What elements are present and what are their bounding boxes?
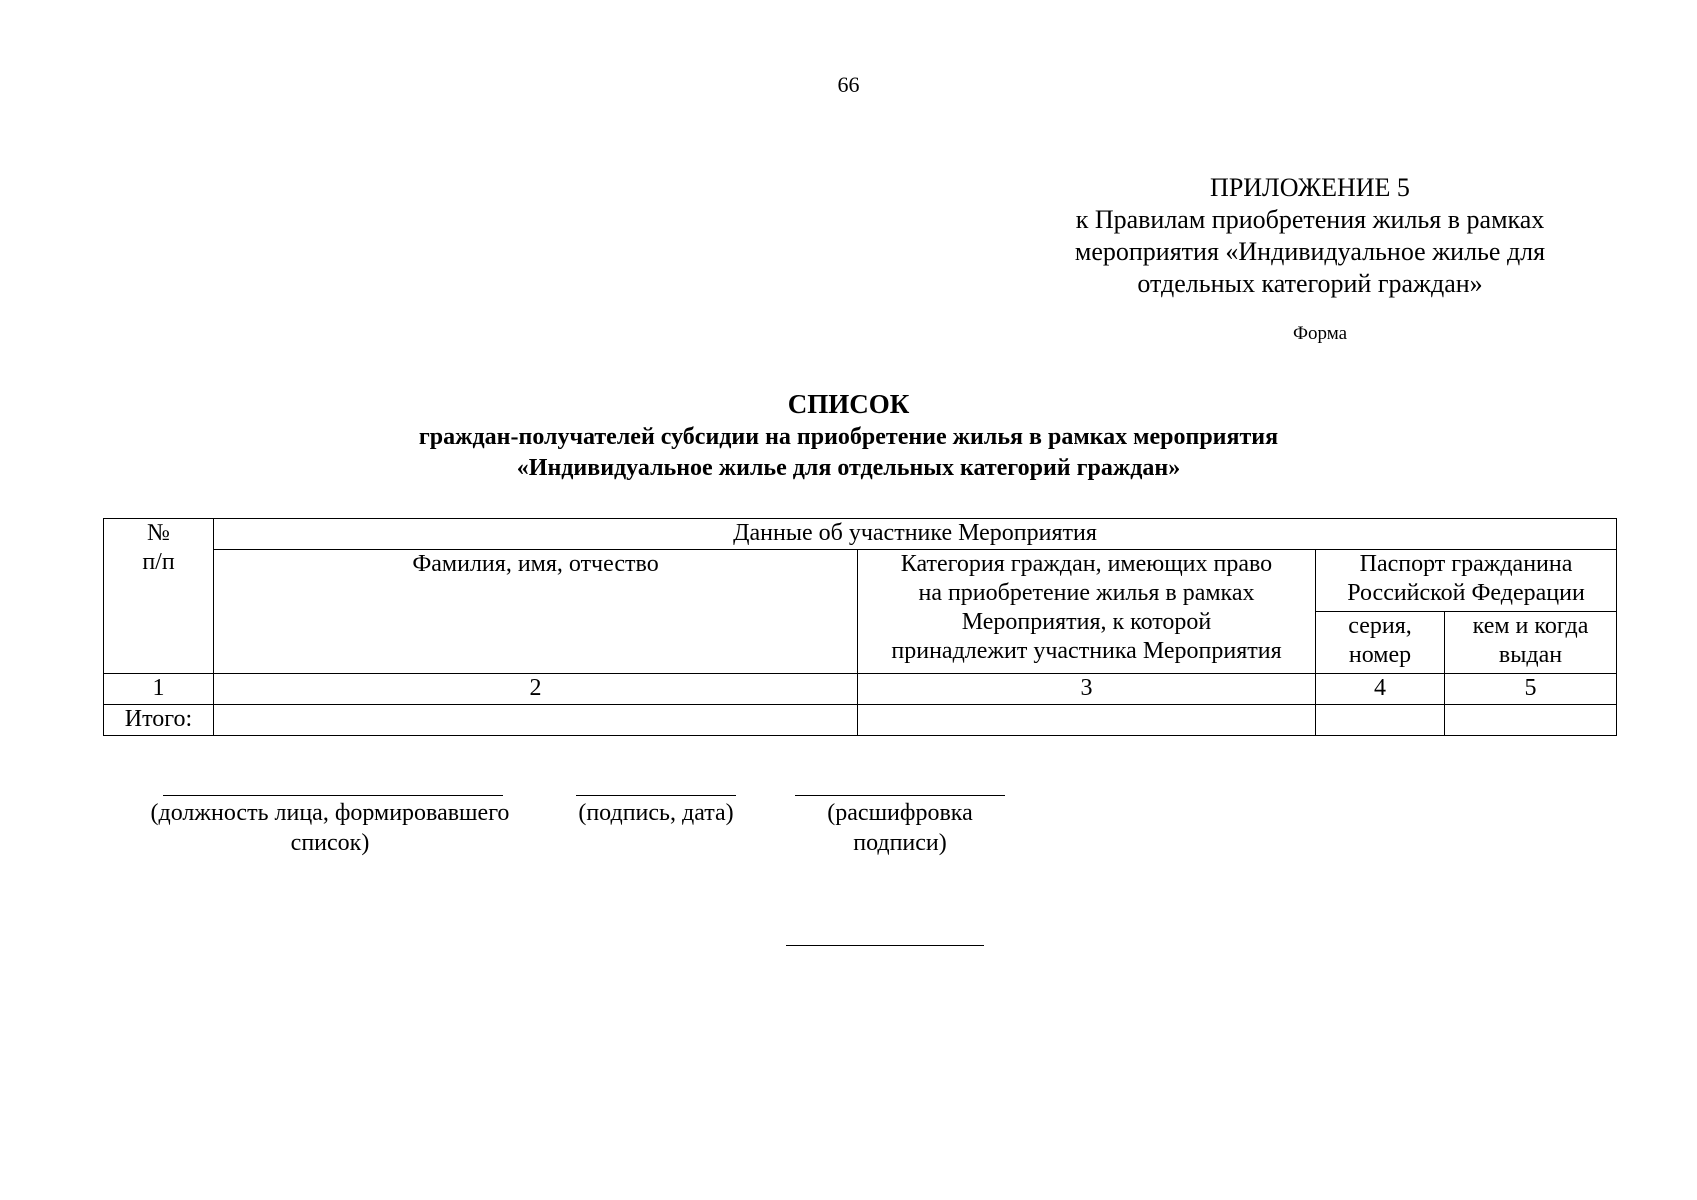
header-issued-by <box>1445 612 1617 674</box>
page-number: 66 <box>837 72 860 97</box>
header-issued-line: выдан <box>1498 642 1563 668</box>
position-caption-line: (должность лица, формировавшего <box>150 800 510 826</box>
appendix-title: ПРИЛОЖЕНИЕ 5 <box>1210 173 1410 202</box>
appendix-line: мероприятия «Индивидуальное жилье для <box>1074 237 1546 266</box>
column-number-cell: 3 <box>858 674 1316 705</box>
signature-date-caption-line: (подпись, дата) <box>578 800 734 826</box>
column-number-cell: 4 <box>1316 674 1445 705</box>
header-issued-line: кем и когда <box>1472 613 1589 639</box>
decoding-caption-line: (расшифровка <box>827 800 973 826</box>
header-participant-data: Данные об участнике Мероприятия <box>214 519 1617 550</box>
numbering-row <box>104 674 1617 705</box>
position-caption <box>120 798 540 858</box>
header-category-line: принадлежит участника Мероприятия <box>891 638 1282 664</box>
position-caption-line: список) <box>290 830 370 856</box>
column-number-cell: 5 <box>1445 674 1617 705</box>
signature-date-line <box>576 795 736 796</box>
header-passport-line: Паспорт гражданина <box>1359 551 1573 577</box>
position-signature-line <box>163 795 503 796</box>
total-cell-empty <box>1316 705 1445 736</box>
appendix-line: к Правилам приобретения жилья в рамках <box>1075 205 1545 234</box>
total-label: Итого: <box>104 705 214 736</box>
total-cell-empty <box>214 705 858 736</box>
header-passport-line: Российской Федерации <box>1347 580 1585 606</box>
header-series-line: серия, <box>1348 613 1412 639</box>
header-passport <box>1316 550 1617 612</box>
header-category-line: на приобретение жилья в рамках <box>918 580 1255 606</box>
total-cell-empty <box>1445 705 1617 736</box>
title-subtitle-line: граждан-получателей субсидии на приобретение жилья в рамках мероприятия <box>418 424 1279 450</box>
column-number-cell: 1 <box>104 674 214 705</box>
header-full-name: Фамилия, имя, отчество <box>214 550 858 674</box>
signature-decoding-line <box>795 795 1005 796</box>
header-number <box>104 519 214 674</box>
header-series-line: номер <box>1348 642 1412 668</box>
decoding-caption <box>790 798 1010 858</box>
title-main: СПИСОК <box>787 389 910 419</box>
total-cell-empty <box>858 705 1316 736</box>
form-label: Форма <box>1292 323 1348 344</box>
appendix-line: отдельных категорий граждан» <box>1137 269 1483 298</box>
document-title <box>0 386 1697 484</box>
header-category-line: Категория граждан, имеющих право <box>900 551 1273 577</box>
header-category <box>858 550 1316 674</box>
signature-date-caption <box>556 798 756 828</box>
header-number-label: п/п <box>142 549 175 575</box>
appendix-header <box>1040 172 1580 300</box>
title-subtitle-line: «Индивидуальное жилье для отдельных категорий граждан» <box>516 455 1181 481</box>
header-number-sign: № <box>147 520 170 546</box>
decoding-caption-line: подписи) <box>853 830 947 856</box>
header-category-line: Мероприятия, к которой <box>961 609 1212 635</box>
header-series-number <box>1316 612 1445 674</box>
recipients-table <box>103 518 1617 736</box>
end-of-document-line <box>786 945 984 946</box>
total-row <box>104 705 1617 736</box>
column-number-cell: 2 <box>214 674 858 705</box>
